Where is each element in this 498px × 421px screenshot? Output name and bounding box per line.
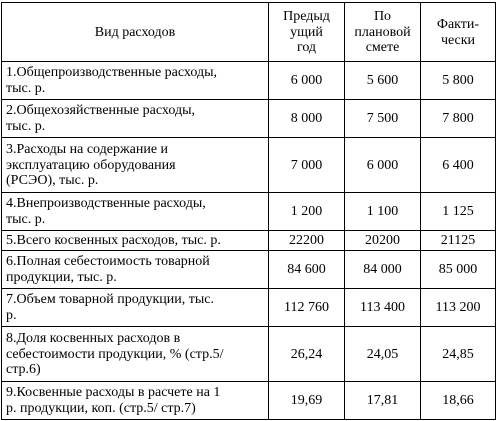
cell-actual: 6 400 (421, 138, 496, 193)
cell-previous-year: 26,24 (269, 327, 345, 382)
cell-previous-year: 112 760 (269, 289, 345, 327)
cell-previous-year: 8 000 (269, 100, 345, 138)
header-actual-line: чески (440, 32, 476, 48)
cell-actual: 7 800 (421, 100, 496, 138)
cell-planned: 113 400 (345, 289, 421, 327)
row-label: 5.Всего косвенных расходов, тыс. р. (2, 231, 269, 251)
cell-planned: 24,05 (345, 327, 421, 382)
row-label: 6.Полная себестоимость товарной продукции, тыс. р. (2, 251, 269, 289)
header-planned-estimate-line: По (373, 8, 392, 24)
table-row (2, 193, 496, 231)
cell-previous-year: 84 600 (269, 251, 345, 289)
table-row (2, 289, 496, 327)
cell-planned: 6 000 (345, 138, 421, 193)
cell-actual: 24,85 (421, 327, 496, 382)
table-row (2, 382, 496, 420)
cell-previous-year: 7 000 (269, 138, 345, 193)
row-label: 7.Объем товарной продукции, тыс. р. (2, 289, 269, 327)
cell-planned: 7 500 (345, 100, 421, 138)
cost-table (1, 2, 496, 420)
header-previous-year-line: Предыд (283, 8, 330, 24)
header-previous-year-line: ущий (290, 24, 323, 40)
cell-previous-year: 22200 (269, 231, 345, 251)
cell-actual: 18,66 (421, 382, 496, 420)
cell-planned: 84 000 (345, 251, 421, 289)
row-label: 8.Доля косвенных расходов в себестоимости продукции, % (стр.5/ стр.6) (2, 327, 269, 382)
row-label: 3.Расходы на содержание и эксплуатацию оборудования (РСЭО), тыс. р. (2, 138, 269, 193)
cell-actual: 85 000 (421, 251, 496, 289)
header-expense-type: Вид расходов (2, 3, 269, 62)
cell-previous-year: 6 000 (269, 62, 345, 100)
table-row (2, 62, 496, 100)
row-label: 9.Косвенные расходы в расчете на 1 р. продукции, коп. (стр.5/ стр.7) (2, 382, 269, 420)
header-row (2, 3, 496, 62)
cell-planned: 1 100 (345, 193, 421, 231)
table-row (2, 100, 496, 138)
row-label: 2.Общехозяйственные расходы, тыс. р. (2, 100, 269, 138)
table-row (2, 231, 496, 251)
row-label: 4.Внепроизводственные расходы, тыс. р. (2, 193, 269, 231)
cell-previous-year: 1 200 (269, 193, 345, 231)
header-planned-estimate-line: смете (365, 40, 400, 56)
cell-planned: 20200 (345, 231, 421, 251)
cell-planned: 5 600 (345, 62, 421, 100)
cell-actual: 5 800 (421, 62, 496, 100)
row-label: 1.Общепроизводственные расходы, тыс. р. (2, 62, 269, 100)
table-row (2, 138, 496, 193)
cell-actual: 21125 (421, 231, 496, 251)
header-planned-estimate (345, 3, 421, 62)
header-actual (421, 3, 496, 62)
header-planned-estimate-line: плановой (354, 24, 411, 40)
cell-previous-year: 19,69 (269, 382, 345, 420)
cell-actual: 113 200 (421, 289, 496, 327)
cell-planned: 17,81 (345, 382, 421, 420)
header-actual-line: Факти- (436, 16, 480, 32)
header-previous-year-line: год (296, 40, 317, 56)
header-previous-year (269, 3, 345, 62)
table-row (2, 327, 496, 382)
table-row (2, 251, 496, 289)
cell-actual: 1 125 (421, 193, 496, 231)
